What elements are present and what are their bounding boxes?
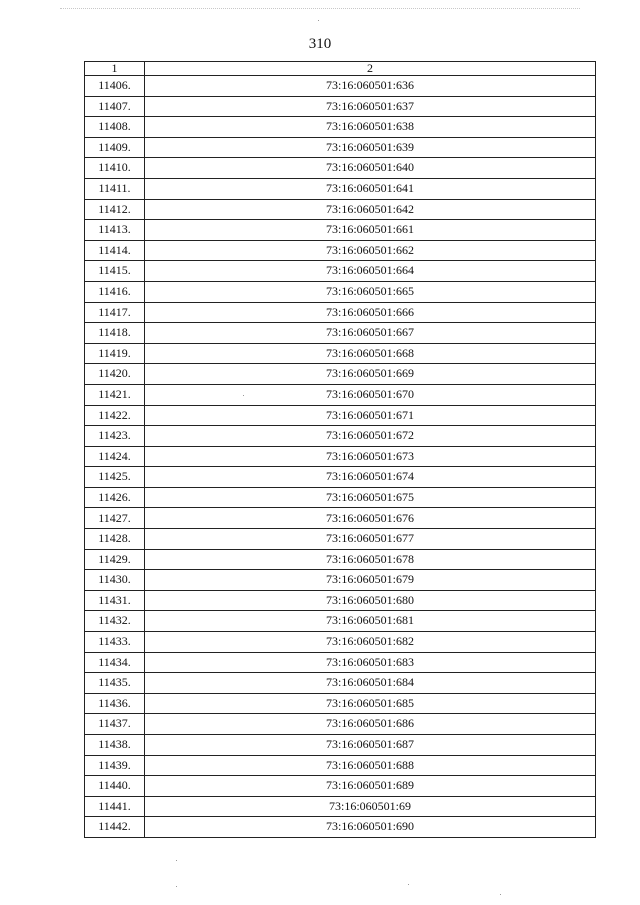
table-row [85, 735, 596, 756]
cadastral-number: 73:16:060501:672 [145, 426, 596, 447]
row-index: 11426. [85, 487, 145, 508]
table-row [85, 281, 596, 302]
cadastral-number-table [84, 61, 596, 838]
table-row [85, 673, 596, 694]
row-index: 11441. [85, 796, 145, 817]
cadastral-number: 73:16:060501:688 [145, 755, 596, 776]
table-row [85, 158, 596, 179]
cadastral-number: 73:16:060501:668 [145, 343, 596, 364]
table-row [85, 261, 596, 282]
cadastral-number: 73:16:060501:690 [145, 817, 596, 838]
row-index: 11431. [85, 590, 145, 611]
column-header-cadastral-number: 2 [145, 62, 596, 76]
row-index: 11420. [85, 364, 145, 385]
table-body [85, 76, 596, 838]
cadastral-number: 73:16:060501:684 [145, 673, 596, 694]
cadastral-number: 73:16:060501:661 [145, 220, 596, 241]
row-index: 11414. [85, 240, 145, 261]
scan-speck [243, 395, 244, 396]
row-index: 11434. [85, 652, 145, 673]
cadastral-number: 73:16:060501:642 [145, 199, 596, 220]
table-row [85, 590, 596, 611]
cadastral-number: 73:16:060501:666 [145, 302, 596, 323]
cadastral-number: 73:16:060501:683 [145, 652, 596, 673]
row-index: 11436. [85, 693, 145, 714]
cadastral-number: 73:16:060501:682 [145, 632, 596, 653]
cadastral-number: 73:16:060501:641 [145, 178, 596, 199]
scan-speck [318, 20, 319, 21]
cadastral-number: 73:16:060501:69 [145, 796, 596, 817]
row-index: 11419. [85, 343, 145, 364]
cadastral-number: 73:16:060501:671 [145, 405, 596, 426]
row-index: 11425. [85, 467, 145, 488]
row-index: 11413. [85, 220, 145, 241]
cadastral-number: 73:16:060501:640 [145, 158, 596, 179]
cadastral-number: 73:16:060501:669 [145, 364, 596, 385]
scan-speck [176, 860, 177, 861]
scan-speck [408, 884, 409, 885]
row-index: 11438. [85, 735, 145, 756]
row-index: 11435. [85, 673, 145, 694]
table-row [85, 426, 596, 447]
row-index: 11422. [85, 405, 145, 426]
table-row [85, 693, 596, 714]
cadastral-number: 73:16:060501:686 [145, 714, 596, 735]
table-row [85, 796, 596, 817]
table-row [85, 405, 596, 426]
row-index: 11430. [85, 570, 145, 591]
cadastral-number: 73:16:060501:677 [145, 529, 596, 550]
cadastral-number: 73:16:060501:637 [145, 96, 596, 117]
cadastral-number: 73:16:060501:636 [145, 76, 596, 97]
row-index: 11424. [85, 446, 145, 467]
cadastral-number: 73:16:060501:687 [145, 735, 596, 756]
row-index: 11423. [85, 426, 145, 447]
cadastral-number: 73:16:060501:664 [145, 261, 596, 282]
table-row [85, 364, 596, 385]
cadastral-number: 73:16:060501:638 [145, 117, 596, 138]
cadastral-number: 73:16:060501:673 [145, 446, 596, 467]
table-row [85, 384, 596, 405]
cadastral-number: 73:16:060501:680 [145, 590, 596, 611]
table-row [85, 467, 596, 488]
row-index: 11427. [85, 508, 145, 529]
table-row [85, 652, 596, 673]
table-row [85, 137, 596, 158]
row-index: 11406. [85, 76, 145, 97]
row-index: 11442. [85, 817, 145, 838]
row-index: 11433. [85, 632, 145, 653]
table-row [85, 508, 596, 529]
cadastral-number: 73:16:060501:667 [145, 323, 596, 344]
table-row [85, 755, 596, 776]
row-index: 11429. [85, 549, 145, 570]
cadastral-number: 73:16:060501:674 [145, 467, 596, 488]
cadastral-number: 73:16:060501:678 [145, 549, 596, 570]
table-row [85, 446, 596, 467]
scan-speck [176, 886, 177, 887]
table-row [85, 117, 596, 138]
cadastral-number: 73:16:060501:662 [145, 240, 596, 261]
table-row [85, 343, 596, 364]
row-index: 11408. [85, 117, 145, 138]
page-number: 310 [308, 36, 332, 52]
scan-speck [500, 894, 501, 895]
cadastral-number: 73:16:060501:675 [145, 487, 596, 508]
row-index: 11416. [85, 281, 145, 302]
row-index: 11440. [85, 776, 145, 797]
table-row [85, 776, 596, 797]
row-index: 11437. [85, 714, 145, 735]
table-row [85, 714, 596, 735]
table-row [85, 549, 596, 570]
table-row [85, 487, 596, 508]
row-index: 11428. [85, 529, 145, 550]
table-row [85, 76, 596, 97]
row-index: 11410. [85, 158, 145, 179]
table-header-row [85, 62, 596, 76]
cadastral-number: 73:16:060501:670 [145, 384, 596, 405]
row-index: 11407. [85, 96, 145, 117]
cadastral-number: 73:16:060501:685 [145, 693, 596, 714]
cadastral-number: 73:16:060501:679 [145, 570, 596, 591]
row-index: 11417. [85, 302, 145, 323]
cadastral-number: 73:16:060501:665 [145, 281, 596, 302]
scan-artifact-line [60, 8, 580, 11]
row-index: 11411. [85, 178, 145, 199]
table-row [85, 96, 596, 117]
row-index: 11412. [85, 199, 145, 220]
table-row [85, 302, 596, 323]
table-row [85, 570, 596, 591]
table-row [85, 632, 596, 653]
cadastral-number: 73:16:060501:681 [145, 611, 596, 632]
row-index: 11409. [85, 137, 145, 158]
cadastral-number: 73:16:060501:676 [145, 508, 596, 529]
row-index: 11432. [85, 611, 145, 632]
row-index: 11415. [85, 261, 145, 282]
cadastral-number: 73:16:060501:639 [145, 137, 596, 158]
table-row [85, 817, 596, 838]
row-index: 11439. [85, 755, 145, 776]
table-row [85, 529, 596, 550]
table-row [85, 199, 596, 220]
column-header-index: 1 [85, 62, 145, 76]
table-row [85, 611, 596, 632]
table-row [85, 240, 596, 261]
table-row [85, 178, 596, 199]
table-row [85, 323, 596, 344]
table-row [85, 220, 596, 241]
cadastral-number: 73:16:060501:689 [145, 776, 596, 797]
row-index: 11421. [85, 384, 145, 405]
row-index: 11418. [85, 323, 145, 344]
